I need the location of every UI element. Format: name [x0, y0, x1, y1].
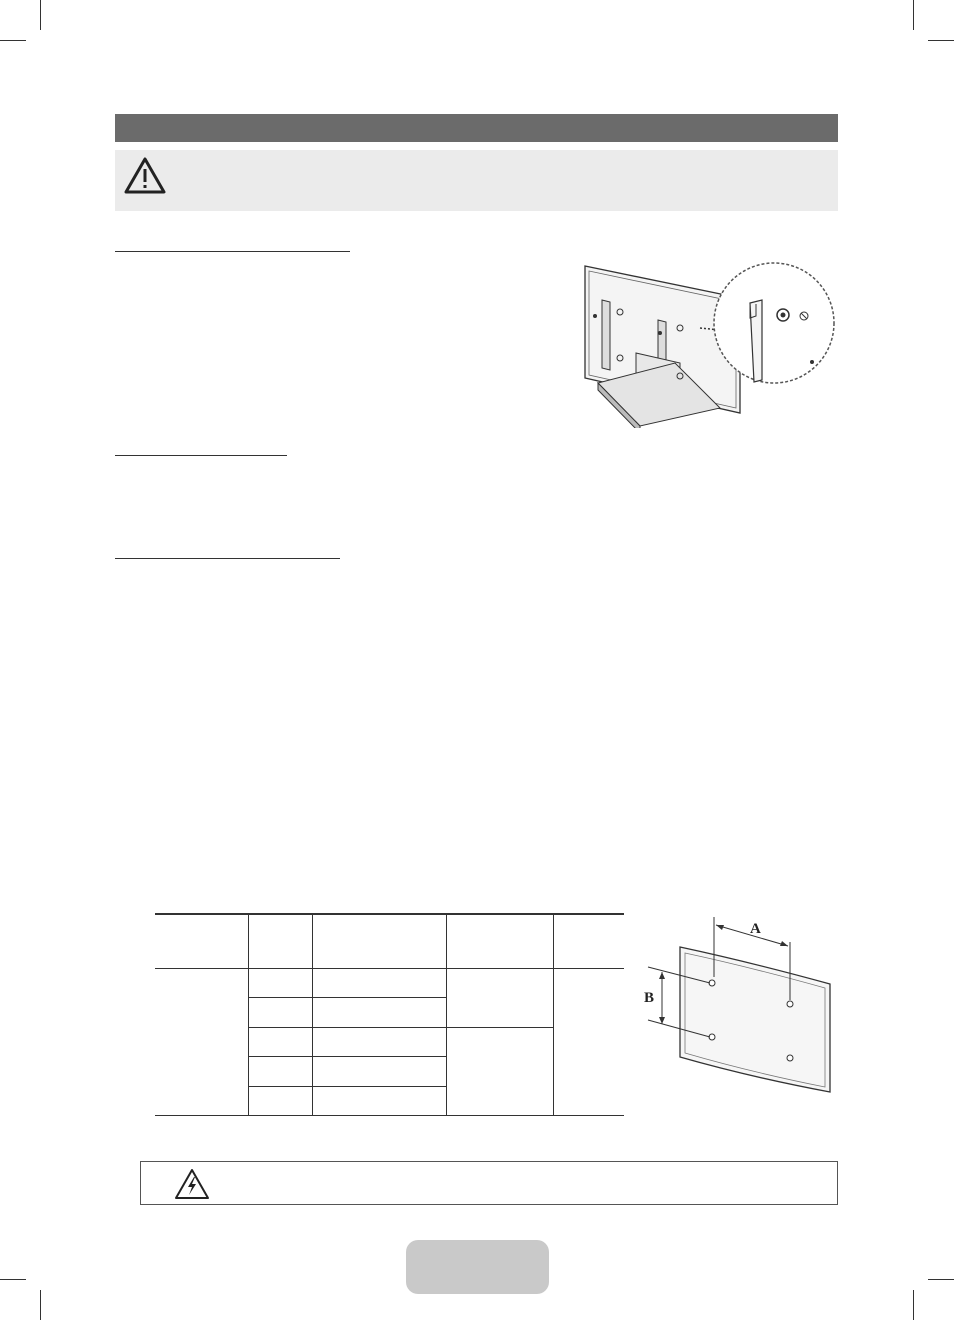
- wall-mount-dimension-figure: [640, 912, 840, 1097]
- crop-mark: [913, 0, 914, 30]
- crop-mark: [928, 1279, 954, 1280]
- caution-box: [115, 150, 838, 211]
- crop-mark: [40, 1290, 41, 1320]
- dimension-label-a: A: [750, 921, 761, 937]
- dimension-label-b: B: [644, 990, 655, 1006]
- electric-shock-warning-box: [140, 1161, 838, 1205]
- section-header-bar: [115, 114, 838, 142]
- crop-mark: [928, 40, 954, 41]
- subheading-underline: [115, 251, 350, 252]
- subheading-underline: [115, 455, 287, 456]
- crop-mark: [0, 40, 26, 41]
- electric-shock-icon: [174, 1168, 210, 1200]
- warning-triangle-icon: [123, 156, 167, 196]
- wall-mount-spec-table: [155, 913, 624, 1116]
- crop-mark: [40, 0, 41, 30]
- crop-mark: [0, 1279, 26, 1280]
- crop-mark: [913, 1290, 914, 1320]
- page-number-tab: [406, 1240, 549, 1294]
- stand-assembly-figure: [580, 258, 835, 428]
- subheading-underline: [115, 558, 340, 559]
